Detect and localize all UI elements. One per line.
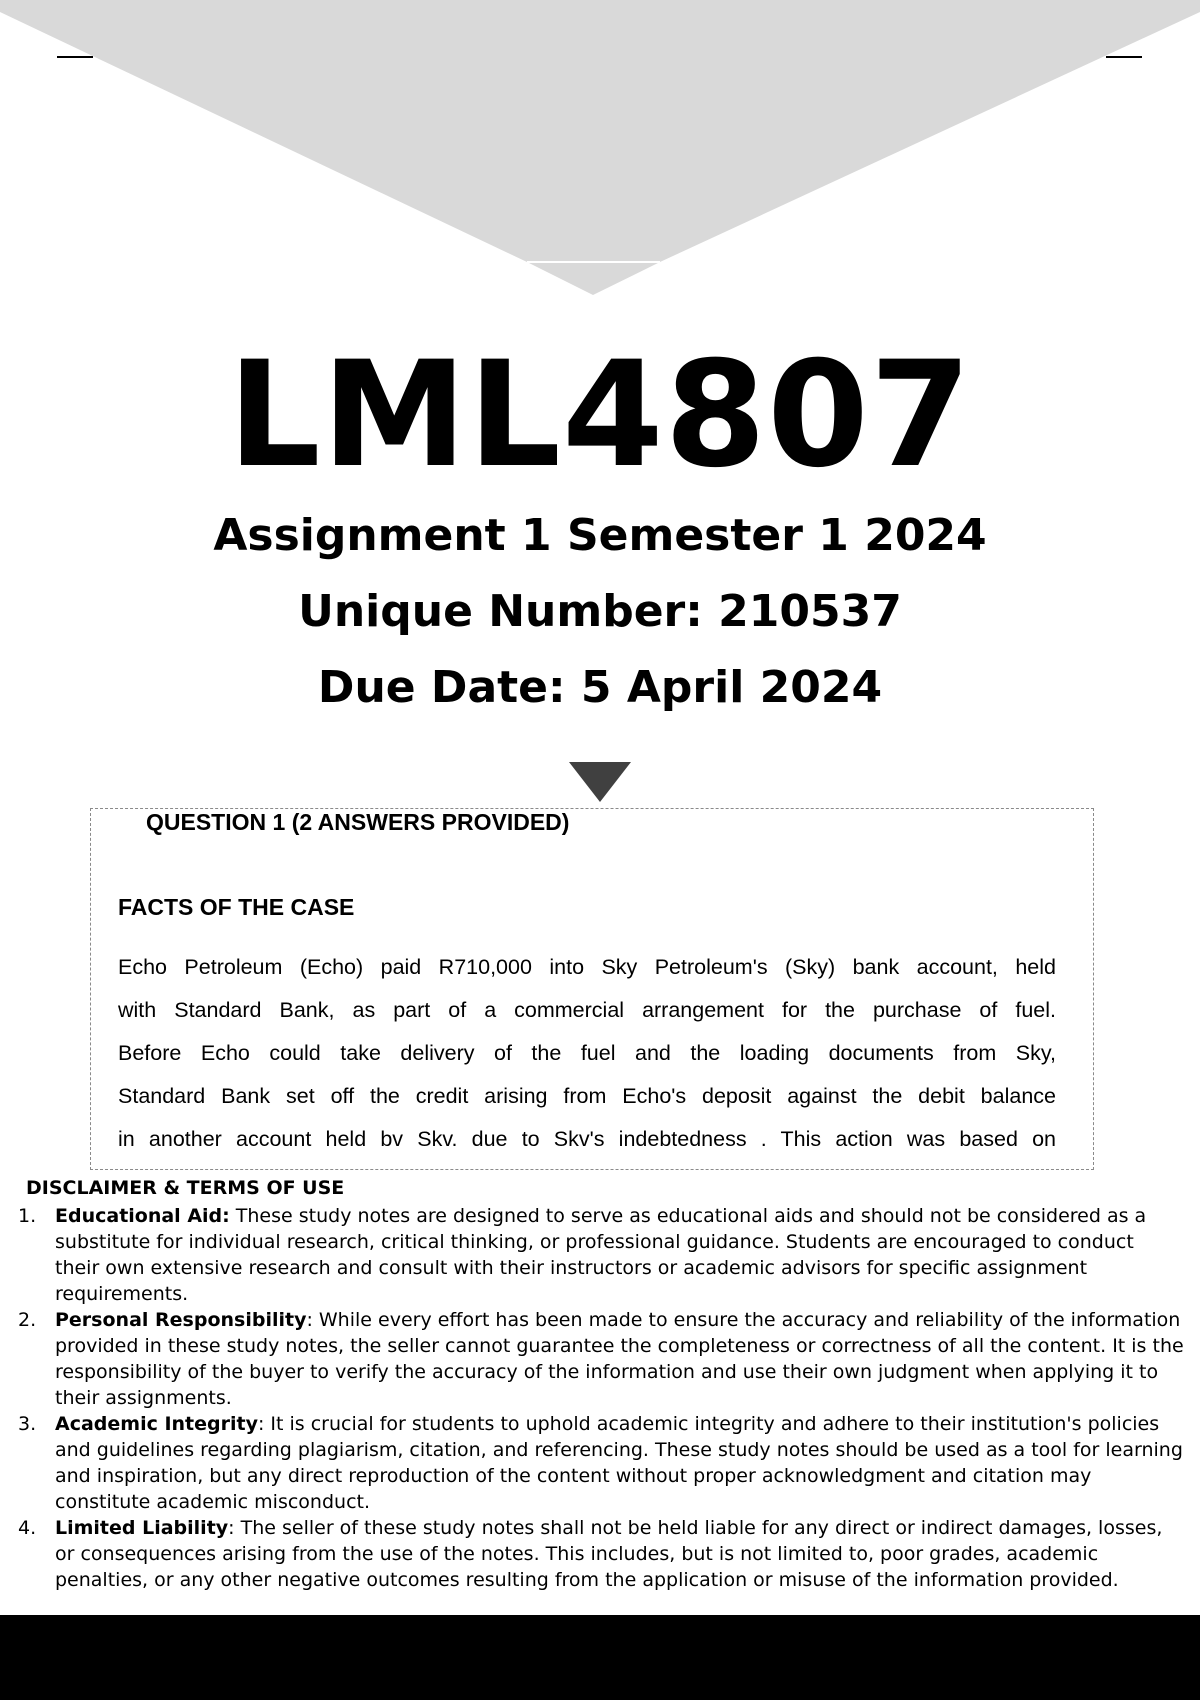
term-item [0,1411,1200,1515]
corner-dash-right [1106,56,1142,58]
facts-line: with Standard Bank, as part of a commercial arrangement for the purchase of fuel. [118,998,1056,1022]
term-item [0,1515,1200,1593]
terms-list [0,1203,1200,1593]
unique-number: Unique Number: 210537 [298,586,902,637]
corner-dash-left [57,56,93,58]
disclaimer-title: DISCLAIMER & TERMS OF USE [26,1177,345,1199]
term-item [0,1307,1200,1411]
term-number: 2. [18,1309,37,1331]
term-number: 4. [18,1517,37,1539]
term-title: Educational Aid: [55,1205,230,1227]
facts-line: Echo Petroleum (Echo) paid R710,000 into Sky Petroleum's (Sky) bank account, held [118,955,1056,979]
term-title: Personal Responsibility [55,1309,307,1331]
due-date: Due Date: 5 April 2024 [317,662,883,713]
facts-line: Standard Bank set off the credit arising from Echo's deposit against the debit balance [118,1084,1056,1108]
term-text: : While every effort has been made to ensure the accuracy and reliability of the information provided in these study notes, the seller cannot guarantee the completeness or correctness of all the content. It is the responsibility of the buyer to verify the accuracy of the information and use their own judgment when applying it to their assignments. [55,1309,1184,1409]
facts-line: Before Echo could take delivery of the fuel and the loading documents from Sky, [118,1041,1056,1065]
term-text: : The seller of these study notes shall not be held liable for any direct or indirect damages, losses, or consequences arising from the use of the notes. This includes, but is not limited to, poor grades, academic penalties, or any other negative outcomes resulting from the application or misuse of the information provided. [55,1517,1163,1591]
term-number: 3. [18,1413,37,1435]
facts-paragraph [118,946,1056,1161]
assignment-subtitle: Assignment 1 Semester 1 2024 [213,510,987,561]
document-excerpt-box [90,808,1094,1170]
term-title: Limited Liability [55,1517,229,1539]
course-code-title: LML4807 [227,330,973,500]
term-number: 1. [18,1205,37,1227]
chevron-banner [0,0,1200,300]
term-item [0,1203,1200,1307]
term-text: These study notes are designed to serve as educational aids and should not be considered as a substitute for individual research, critical thinking, or professional guidance. Students are encouraged to conduct their own extensive research and consult with their instructors or academic advisors for specific assignment requirements. [55,1205,1147,1305]
question-heading: QUESTION 1 (2 ANSWERS PROVIDED) [146,809,570,835]
facts-heading: FACTS OF THE CASE [118,894,355,920]
triangle-down-icon [569,762,631,802]
facts-line: in another account held bv Skv. due to Skv's indebtedness . This action was based on [118,1127,1056,1151]
bottom-black-bar [0,1615,1200,1700]
term-title: Academic Integrity [55,1413,258,1435]
term-text: : It is crucial for students to uphold academic integrity and adhere to their institution's policies and guidelines regarding plagiarism, citation, and referencing. These study notes should be used as a tool for learning and inspiration, but any direct reproduction of the content without proper acknowledgment and citation may constitute academic misconduct. [55,1413,1183,1513]
